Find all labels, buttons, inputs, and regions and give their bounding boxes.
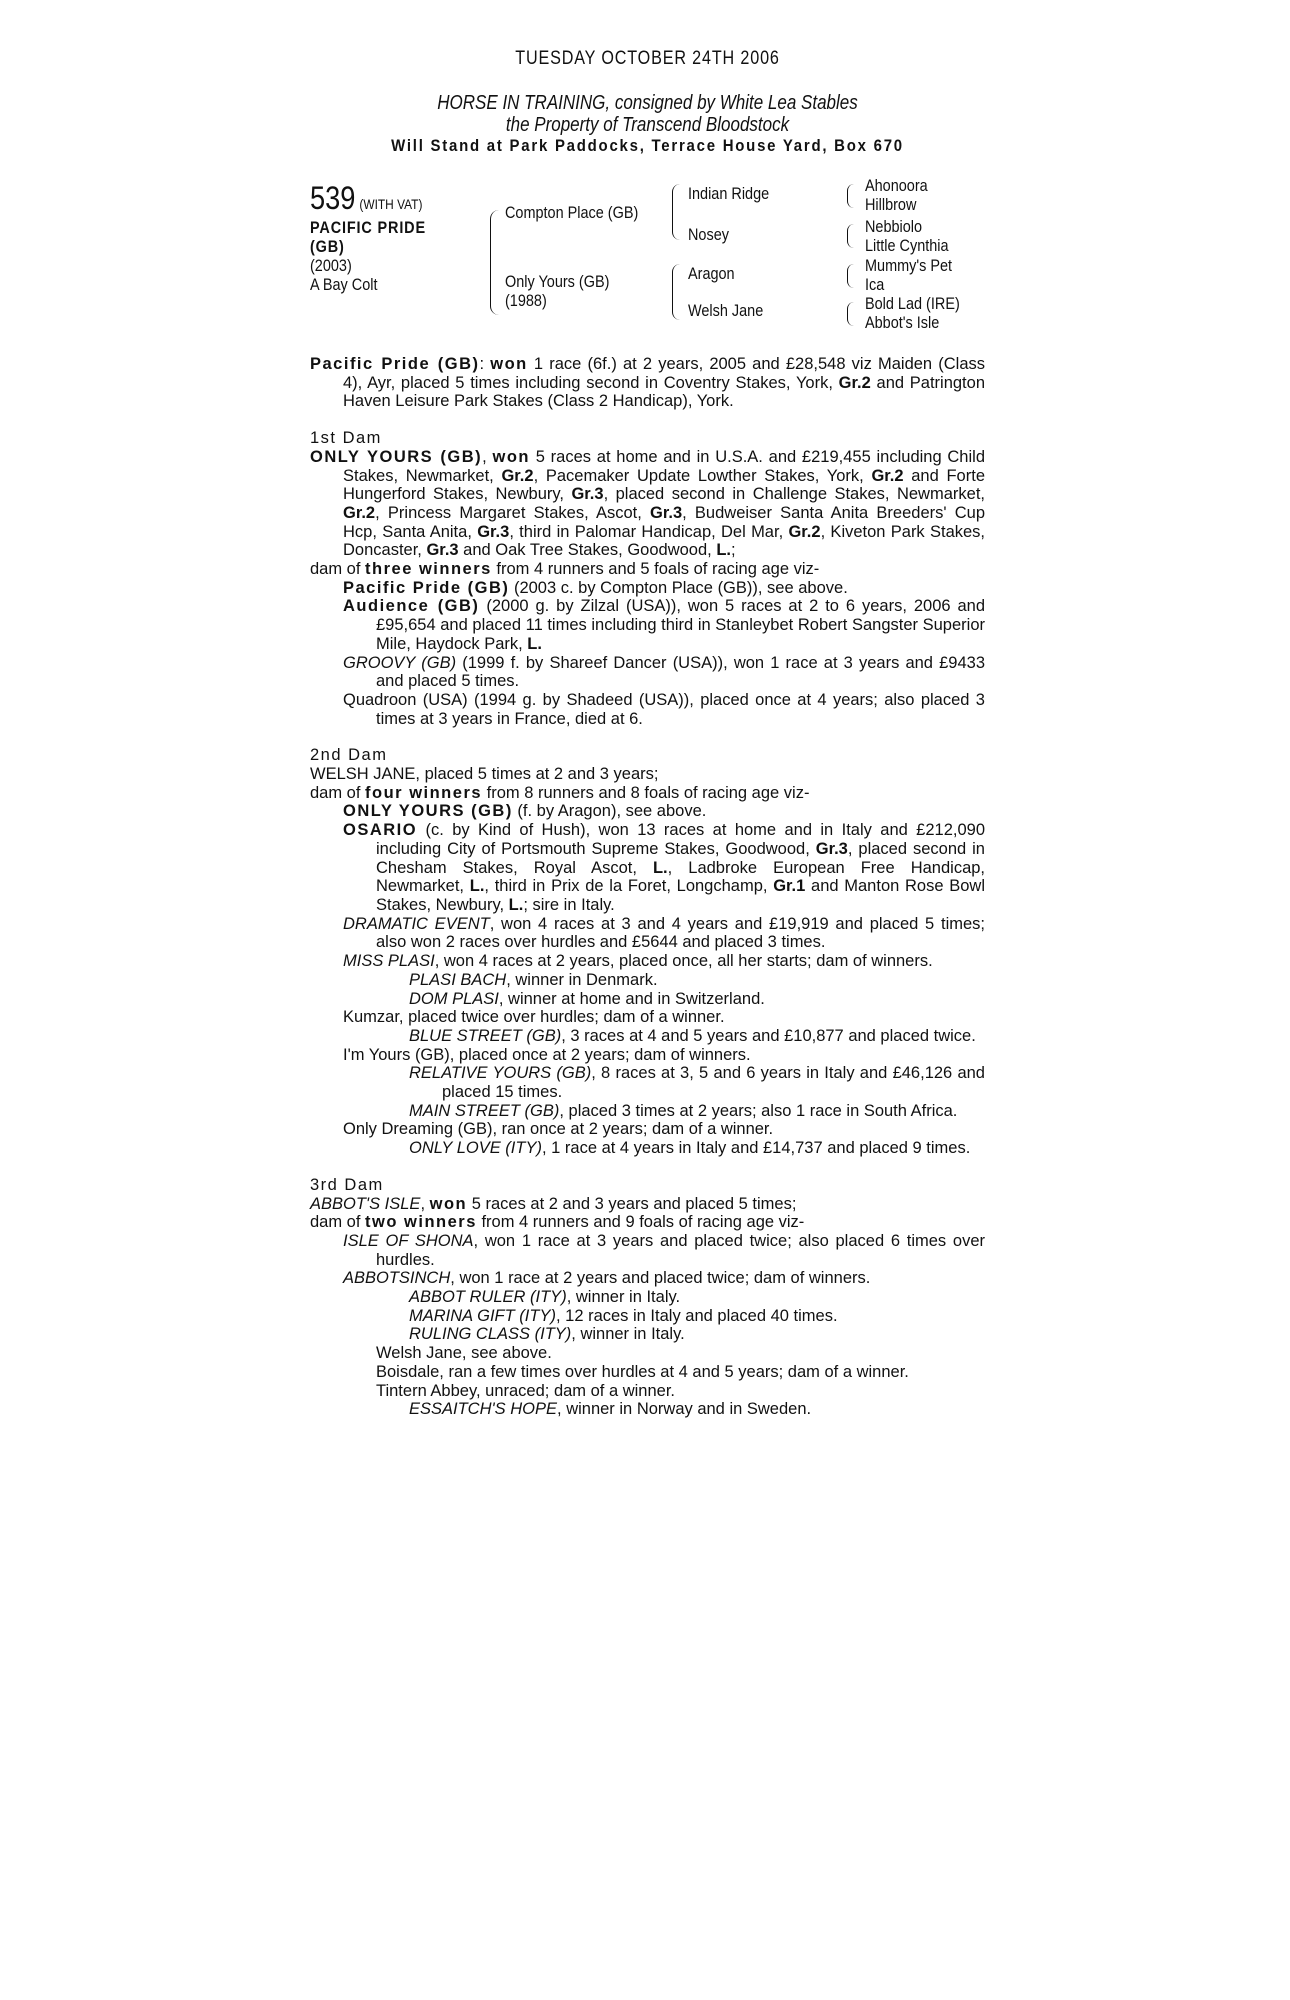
second-dam-record: WELSH JANE, placed 5 times at 2 and 3 years;: [310, 765, 659, 784]
first-dam-record: ONLY YOURS (GB), won 5 races at home and in U.S.A. and £219,455 including Child Stakes, Newmarket, Gr.2, Pacemaker Update Lowther Stakes, York, Gr.2 and Forte Hungerford Stakes, Newbury, Gr.3, placed second in Challenge Stakes, Newmarket, Gr.2, Princess Margaret Stakes, Ascot, Gr.3, Budweiser Santa Anita Breeders' Cup Hcp, Santa Anita, Gr.3, third in Palomar Handicap, Del Mar, Gr.2, Kiveton Park Stakes, Doncaster, Gr.3 and Oak Tree Stakes, Goodwood, L.;: [310, 447, 986, 560]
grand-produce-item: PLASI BACH, winner in Denmark.: [409, 970, 658, 989]
produce-item: DRAMATIC EVENT, won 4 races at 3 and 4 years and £19,919 and placed 5 times; also won 2 races over hurdles and £5644 and placed 3 times.: [343, 914, 985, 952]
ped-dam-dam: Welsh Jane: [688, 301, 764, 320]
catalogue-body: [310, 355, 985, 1419]
lot-vat: (WITH VAT): [359, 196, 423, 212]
brace-gen3-d: [847, 302, 854, 326]
first-dam-produce-summary: dam of three winners from 4 runners and 5 foals of racing age viz-: [310, 560, 820, 579]
property-line: the Property of Transcend Bloodstock: [505, 114, 790, 136]
grand-produce-item: RELATIVE YOURS (GB), 8 races at 3, 5 and 6 years in Italy and £46,126 and placed 15 times.: [409, 1064, 985, 1102]
ped-dam: Only Yours (GB): [505, 272, 610, 291]
produce-item: Boisdale, ran a few times over hurdles at 4 and 5 years; dam of a winner.: [376, 1362, 909, 1381]
produce-item: Tintern Abbey, unraced; dam of a winner.: [376, 1381, 676, 1400]
brace-gen3-b: [847, 224, 854, 248]
produce-item: Quadroon (USA) (1994 g. by Shadeed (USA)), placed once at 4 years; also placed 3 times at 3 years in France, died at 6.: [343, 690, 985, 728]
third-dam-produce-summary: dam of two winners from 4 runners and 9 foals of racing age viz-: [310, 1213, 805, 1232]
produce-item: Audience (GB) (2000 g. by Zilzal (USA)), won 5 races at 2 to 6 years, 2006 and £95,654 and placed 11 times including third in Stanleybet Robert Sangster Superior Mile, Haydock Park, L.: [343, 597, 986, 653]
ped-sire: Compton Place (GB): [505, 203, 639, 222]
produce-item: Welsh Jane, see above.: [376, 1344, 552, 1363]
ped-dam-sire: Aragon: [688, 264, 735, 283]
consignor-line: HORSE IN TRAINING, consigned by White Lea Stables: [437, 92, 858, 114]
ped-ddd: Abbot's Isle: [865, 313, 940, 332]
lot-heading: [310, 180, 422, 217]
grand-produce-item: ONLY LOVE (ITY), 1 race at 4 years in Italy and £14,737 and placed 9 times.: [409, 1139, 971, 1158]
ped-dss: Mummy's Pet: [865, 256, 953, 275]
produce-item: Kumzar, placed twice over hurdles; dam of a winner.: [343, 1008, 725, 1027]
grand-produce-item: ESSAITCH'S HOPE, winner in Norway and in Sweden.: [409, 1400, 812, 1419]
ped-dsd: Ica: [865, 275, 885, 294]
grand-produce-item: MARINA GIFT (ITY), 12 races in Italy and placed 40 times.: [409, 1306, 838, 1325]
first-dam-title: 1st Dam: [310, 429, 382, 448]
produce-item: OSARIO (c. by Kind of Hush), won 13 races at home and in Italy and £212,090 including City of Portsmouth Supreme Stakes, Goodwood, Gr.3, placed second in Chesham Stakes, Royal Ascot, L., Ladbroke European Free Handicap, Newmarket, L., third in Prix de la Foret, Longchamp, Gr.1 and Manton Rose Bowl Stakes, Newbury, L.; sire in Italy.: [343, 821, 986, 914]
grand-produce-item: MAIN STREET (GB), placed 3 times at 2 years; also 1 race in South Africa.: [409, 1101, 958, 1120]
brace-gen3-c: [847, 264, 854, 288]
ped-sire-sire: Indian Ridge: [688, 184, 770, 203]
brace-gen2-dam: [672, 264, 680, 320]
lot-number: 539: [310, 180, 356, 216]
produce-item: ISLE OF SHONA, won 1 race at 3 years and placed twice; also placed 6 times over hurdles.: [343, 1231, 985, 1269]
second-dam-produce-summary: dam of four winners from 8 runners and 8 foals of racing age viz-: [310, 783, 810, 802]
brace-gen3-a: [847, 184, 854, 208]
catalogue-page: [310, 0, 985, 1419]
lot-description: A Bay Colt: [310, 275, 378, 294]
second-dam-title: 2nd Dam: [310, 746, 388, 765]
ped-sds: Nebbiolo: [865, 217, 923, 236]
pedigree-table: [310, 176, 985, 335]
racing-record: Pacific Pride (GB): won 1 race (6f.) at 2 years, 2005 and £28,548 viz Maiden (Class 4), Ayr, placed 5 times including second in Coventry Stakes, York, Gr.2 and Patrington Haven Leisure Park Stakes (Class 2 Handicap), York.: [310, 355, 986, 411]
produce-item: Pacific Pride (GB) (2003 c. by Compton Place (GB)), see above.: [343, 578, 848, 597]
grand-produce-item: BLUE STREET (GB), 3 races at 4 and 5 years and £10,877 and placed twice.: [409, 1026, 976, 1045]
produce-item: ABBOTSINCH, won 1 race at 2 years and placed twice; dam of winners.: [343, 1269, 871, 1288]
ped-ssd: Hillbrow: [865, 195, 917, 214]
ped-sire-dam: Nosey: [688, 225, 729, 244]
brace-gen1: [490, 210, 499, 315]
produce-item: ONLY YOURS (GB) (f. by Aragon), see above.: [343, 802, 707, 821]
grand-produce-item: ABBOT RULER (ITY), winner in Italy.: [409, 1288, 681, 1307]
ped-dam-year: (1988): [505, 291, 547, 310]
grand-produce-item: DOM PLASI, winner at home and in Switzerland.: [409, 989, 765, 1008]
sale-date: TUESDAY OCTOBER 24TH 2006: [515, 48, 780, 69]
produce-item: I'm Yours (GB), placed once at 2 years; dam of winners.: [343, 1045, 751, 1064]
third-dam-record: ABBOT'S ISLE, won 5 races at 2 and 3 years and placed 5 times;: [310, 1194, 797, 1213]
produce-item: MISS PLASI, won 4 races at 2 years, placed once, all her starts; dam of winners.: [343, 952, 933, 971]
third-dam-title: 3rd Dam: [310, 1175, 384, 1194]
lot-name-country: (GB): [310, 237, 345, 256]
ped-dds: Bold Lad (IRE): [865, 294, 960, 313]
produce-item: Only Dreaming (GB), ran once at 2 years; dam of a winner.: [343, 1120, 774, 1139]
ped-sdd: Little Cynthia: [865, 236, 949, 255]
grand-produce-item: RULING CLASS (ITY), winner in Italy.: [409, 1325, 685, 1344]
ped-sss: Ahonoora: [865, 176, 928, 195]
lot-name: PACIFIC PRIDE: [310, 218, 426, 237]
brace-gen2-sire: [672, 184, 680, 240]
consignment-block: [361, 92, 935, 136]
stand-location: Will Stand at Park Paddocks, Terrace House Yard, Box 670: [391, 136, 904, 155]
produce-item: GROOVY (GB) (1999 f. by Shareef Dancer (USA)), won 1 race at 3 years and £9433 and placed 5 times.: [343, 653, 985, 691]
lot-year: (2003): [310, 256, 352, 275]
